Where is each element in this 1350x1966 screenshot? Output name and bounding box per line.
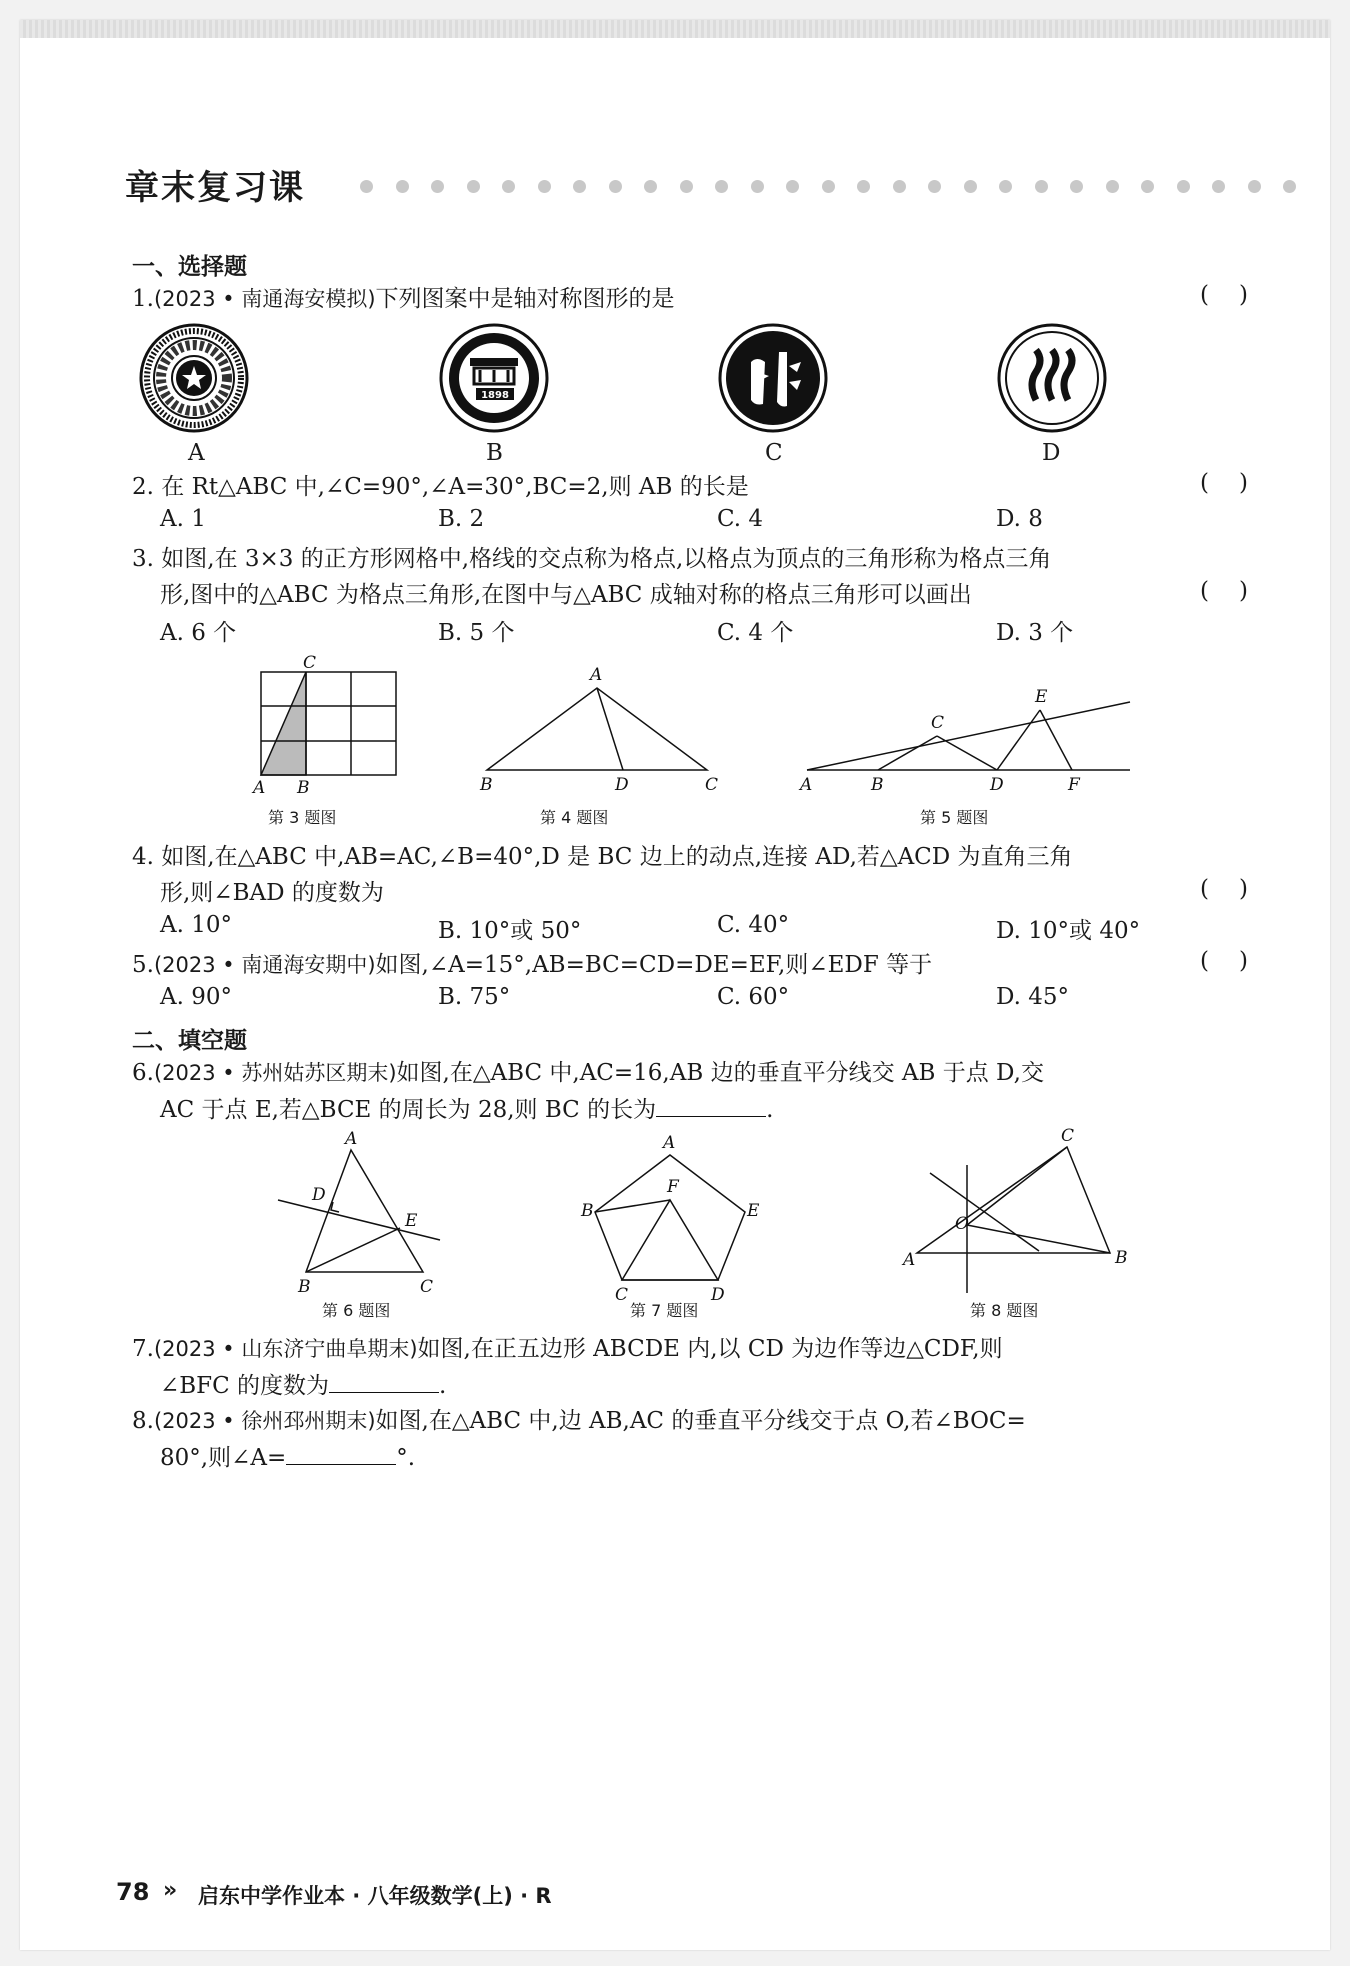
svg-text:D: D	[312, 1185, 326, 1205]
svg-text:A: A	[345, 1130, 358, 1149]
option-a: A. 1	[160, 506, 206, 532]
decor-dot	[1283, 180, 1296, 193]
decor-dot	[1141, 180, 1154, 193]
option-b: B. 5 个	[438, 620, 515, 646]
question-number: 5.	[132, 952, 154, 978]
svg-text:C: C	[931, 713, 945, 733]
svg-text:B: B	[480, 775, 493, 795]
figure-6	[270, 1130, 455, 1300]
question-text: 如图,在△ABC 中,边 AB,AC 的垂直平分线交于点 O,若∠BOC=	[375, 1408, 1026, 1434]
answer-paren: ()	[1200, 578, 1278, 604]
page-number: 78	[116, 1878, 150, 1906]
section-title-fill: 二、填空题	[132, 1028, 247, 1054]
question-text: 如图,在△ABC 中,AC=16,AB 边的垂直平分线交 AB 于点 D,交	[396, 1060, 1044, 1086]
question-number: 8.	[132, 1408, 154, 1434]
option-b: B. 75°	[438, 984, 511, 1010]
answer-blank[interactable]	[656, 1092, 766, 1117]
decor-dot	[360, 180, 373, 193]
header-strip	[20, 20, 1330, 38]
decor-dot	[1248, 180, 1261, 193]
svg-text:O: O	[955, 1214, 969, 1234]
option-b: B. 10°或 50°	[438, 918, 582, 944]
figure-3-caption: 第 3 题图	[268, 808, 337, 827]
decor-dot	[1106, 180, 1119, 193]
figure-3	[235, 650, 405, 810]
svg-text:D: D	[990, 775, 1004, 795]
option-b: B. 2	[438, 506, 485, 532]
answer-paren: ()	[1200, 876, 1278, 902]
svg-text:B: B	[297, 778, 310, 798]
logo-label-b: B	[486, 440, 503, 466]
decor-dot	[573, 180, 586, 193]
decor-dot	[1070, 180, 1083, 193]
svg-text:A: A	[903, 1250, 916, 1270]
figure-7	[575, 1130, 765, 1300]
book-title: 启东中学作业本 · 八年级数学(上) · R	[198, 1884, 552, 1908]
question-source: (2023 • 徐州邳州期末)	[153, 1409, 376, 1433]
option-c: C. 4 个	[717, 620, 794, 646]
decor-dot	[502, 180, 515, 193]
decor-dot	[1035, 180, 1048, 193]
question-8-line-2: 80°,则∠A= °.	[160, 1440, 415, 1475]
option-c: C. 4	[717, 506, 764, 532]
figure-6-caption: 第 6 题图	[322, 1301, 391, 1320]
svg-text:A: A	[800, 775, 813, 795]
svg-text:A: A	[663, 1133, 676, 1153]
question-7-line-2: ∠BFC 的度数为 .	[160, 1368, 446, 1403]
decor-dot	[999, 180, 1012, 193]
decor-dot	[893, 180, 906, 193]
question-text: 下列图案中是轴对称图形的是	[375, 286, 675, 312]
svg-text:B: B	[871, 775, 884, 795]
question-4-line-2: 形,则∠BAD 的度数为	[160, 880, 384, 906]
logo-b-year: 1898	[481, 390, 509, 401]
decor-dot	[396, 180, 409, 193]
question-3-line-1: 3. 如图,在 3×3 的正方形网格中,格线的交点称为格点,以格点为顶点的三角形称为格点三角	[132, 546, 1052, 572]
logo-a-icon	[138, 322, 250, 434]
decor-dot	[680, 180, 693, 193]
decor-dot	[786, 180, 799, 193]
logo-c-icon	[717, 322, 829, 434]
svg-text:D: D	[615, 775, 629, 795]
svg-text:E: E	[405, 1211, 418, 1231]
logo-b-icon	[438, 322, 550, 434]
svg-text:A: A	[590, 665, 603, 685]
question-number: 1.	[132, 286, 154, 312]
question-2: 2. 在 Rt△ABC 中,∠C=90°,∠A=30°,BC=2,则 AB 的长是	[132, 474, 749, 500]
decor-dot	[822, 180, 835, 193]
option-a: A. 90°	[160, 984, 232, 1010]
figure-5	[785, 660, 1165, 800]
question-8-line-1	[132, 1404, 1026, 1438]
figure-5-caption: 第 5 题图	[920, 808, 989, 827]
decor-dot	[1177, 180, 1190, 193]
decor-dot	[431, 180, 444, 193]
svg-text:C: C	[615, 1285, 629, 1300]
question-3-line-2: 形,图中的△ABC 为格点三角形,在图中与△ABC 成轴对称的格点三角形可以画出	[160, 582, 972, 608]
answer-paren: ()	[1200, 948, 1278, 974]
svg-text:C: C	[303, 653, 317, 673]
option-d: D. 10°或 40°	[996, 918, 1141, 944]
question-source: (2023 • 山东济宁曲阜期末)	[153, 1337, 418, 1361]
answer-blank[interactable]	[286, 1440, 396, 1465]
decor-dot	[715, 180, 728, 193]
option-c: C. 60°	[717, 984, 790, 1010]
option-a: A. 10°	[160, 912, 232, 938]
question-source: (2023 • 南通海安期中)	[153, 953, 376, 977]
question-7-line-1	[132, 1332, 1003, 1366]
logo-label-a: A	[188, 440, 205, 466]
svg-text:B: B	[581, 1201, 594, 1221]
question-4-line-1: 4. 如图,在△ABC 中,AB=AC,∠B=40°,D 是 BC 边上的动点,连接 AD,若△ACD 为直角三角	[132, 844, 1073, 870]
figure-8	[895, 1125, 1140, 1300]
logo-label-c: C	[765, 440, 783, 466]
decor-dot	[467, 180, 480, 193]
decor-dot	[751, 180, 764, 193]
svg-text:C: C	[420, 1277, 434, 1297]
svg-text:A: A	[253, 778, 266, 798]
answer-paren: ()	[1200, 470, 1278, 496]
question-6-line-1	[132, 1056, 1044, 1090]
section-title-choice: 一、选择题	[132, 254, 247, 280]
figure-8-caption: 第 8 题图	[970, 1301, 1039, 1320]
question-source: (2023 • 南通海安模拟)	[153, 287, 376, 311]
question-6-line-2: AC 于点 E,若△BCE 的周长为 28,则 BC 的长为 .	[160, 1092, 773, 1127]
answer-blank[interactable]	[329, 1368, 439, 1393]
logo-label-d: D	[1042, 440, 1061, 466]
svg-text:E: E	[1035, 687, 1048, 707]
option-d: D. 45°	[996, 984, 1070, 1010]
question-number: 6.	[132, 1060, 154, 1086]
decor-dot	[928, 180, 941, 193]
option-a: A. 6 个	[160, 620, 237, 646]
decor-dot	[538, 180, 551, 193]
document-page	[20, 20, 1330, 1950]
answer-paren: ()	[1200, 282, 1278, 308]
question-text: 如图,∠A=15°,AB=BC=CD=DE=EF,则∠EDF 等于	[375, 952, 933, 978]
question-5	[132, 948, 932, 982]
question-1	[132, 282, 675, 316]
question-number: 7.	[132, 1336, 154, 1362]
svg-text:D: D	[711, 1285, 725, 1300]
option-d: D. 3 个	[996, 620, 1074, 646]
svg-text:F: F	[667, 1177, 679, 1197]
svg-text:E: E	[747, 1201, 760, 1221]
decor-dot	[1212, 180, 1225, 193]
decor-dot	[857, 180, 870, 193]
option-d: D. 8	[996, 506, 1043, 532]
chapter-title: 章末复习课	[125, 168, 305, 208]
svg-text:B: B	[1115, 1248, 1128, 1268]
svg-text:C: C	[1061, 1126, 1075, 1146]
question-text: 如图,在正五边形 ABCDE 内,以 CD 为边作等边△CDF,则	[417, 1336, 1003, 1362]
figure-7-caption: 第 7 题图	[630, 1301, 699, 1320]
title-dot-decoration	[360, 180, 1320, 194]
logo-d-icon	[996, 322, 1108, 434]
svg-text:B: B	[298, 1277, 311, 1297]
svg-text:F: F	[1068, 775, 1080, 795]
option-c: C. 40°	[717, 912, 790, 938]
figure-4-caption: 第 4 题图	[540, 808, 609, 827]
decor-dot	[964, 180, 977, 193]
decor-dot	[609, 180, 622, 193]
footer-arrow-icon: »	[163, 1878, 178, 1903]
svg-text:C: C	[705, 775, 719, 795]
decor-dot	[644, 180, 657, 193]
figure-4	[465, 660, 735, 800]
question-source: (2023 • 苏州姑苏区期末)	[153, 1061, 397, 1085]
